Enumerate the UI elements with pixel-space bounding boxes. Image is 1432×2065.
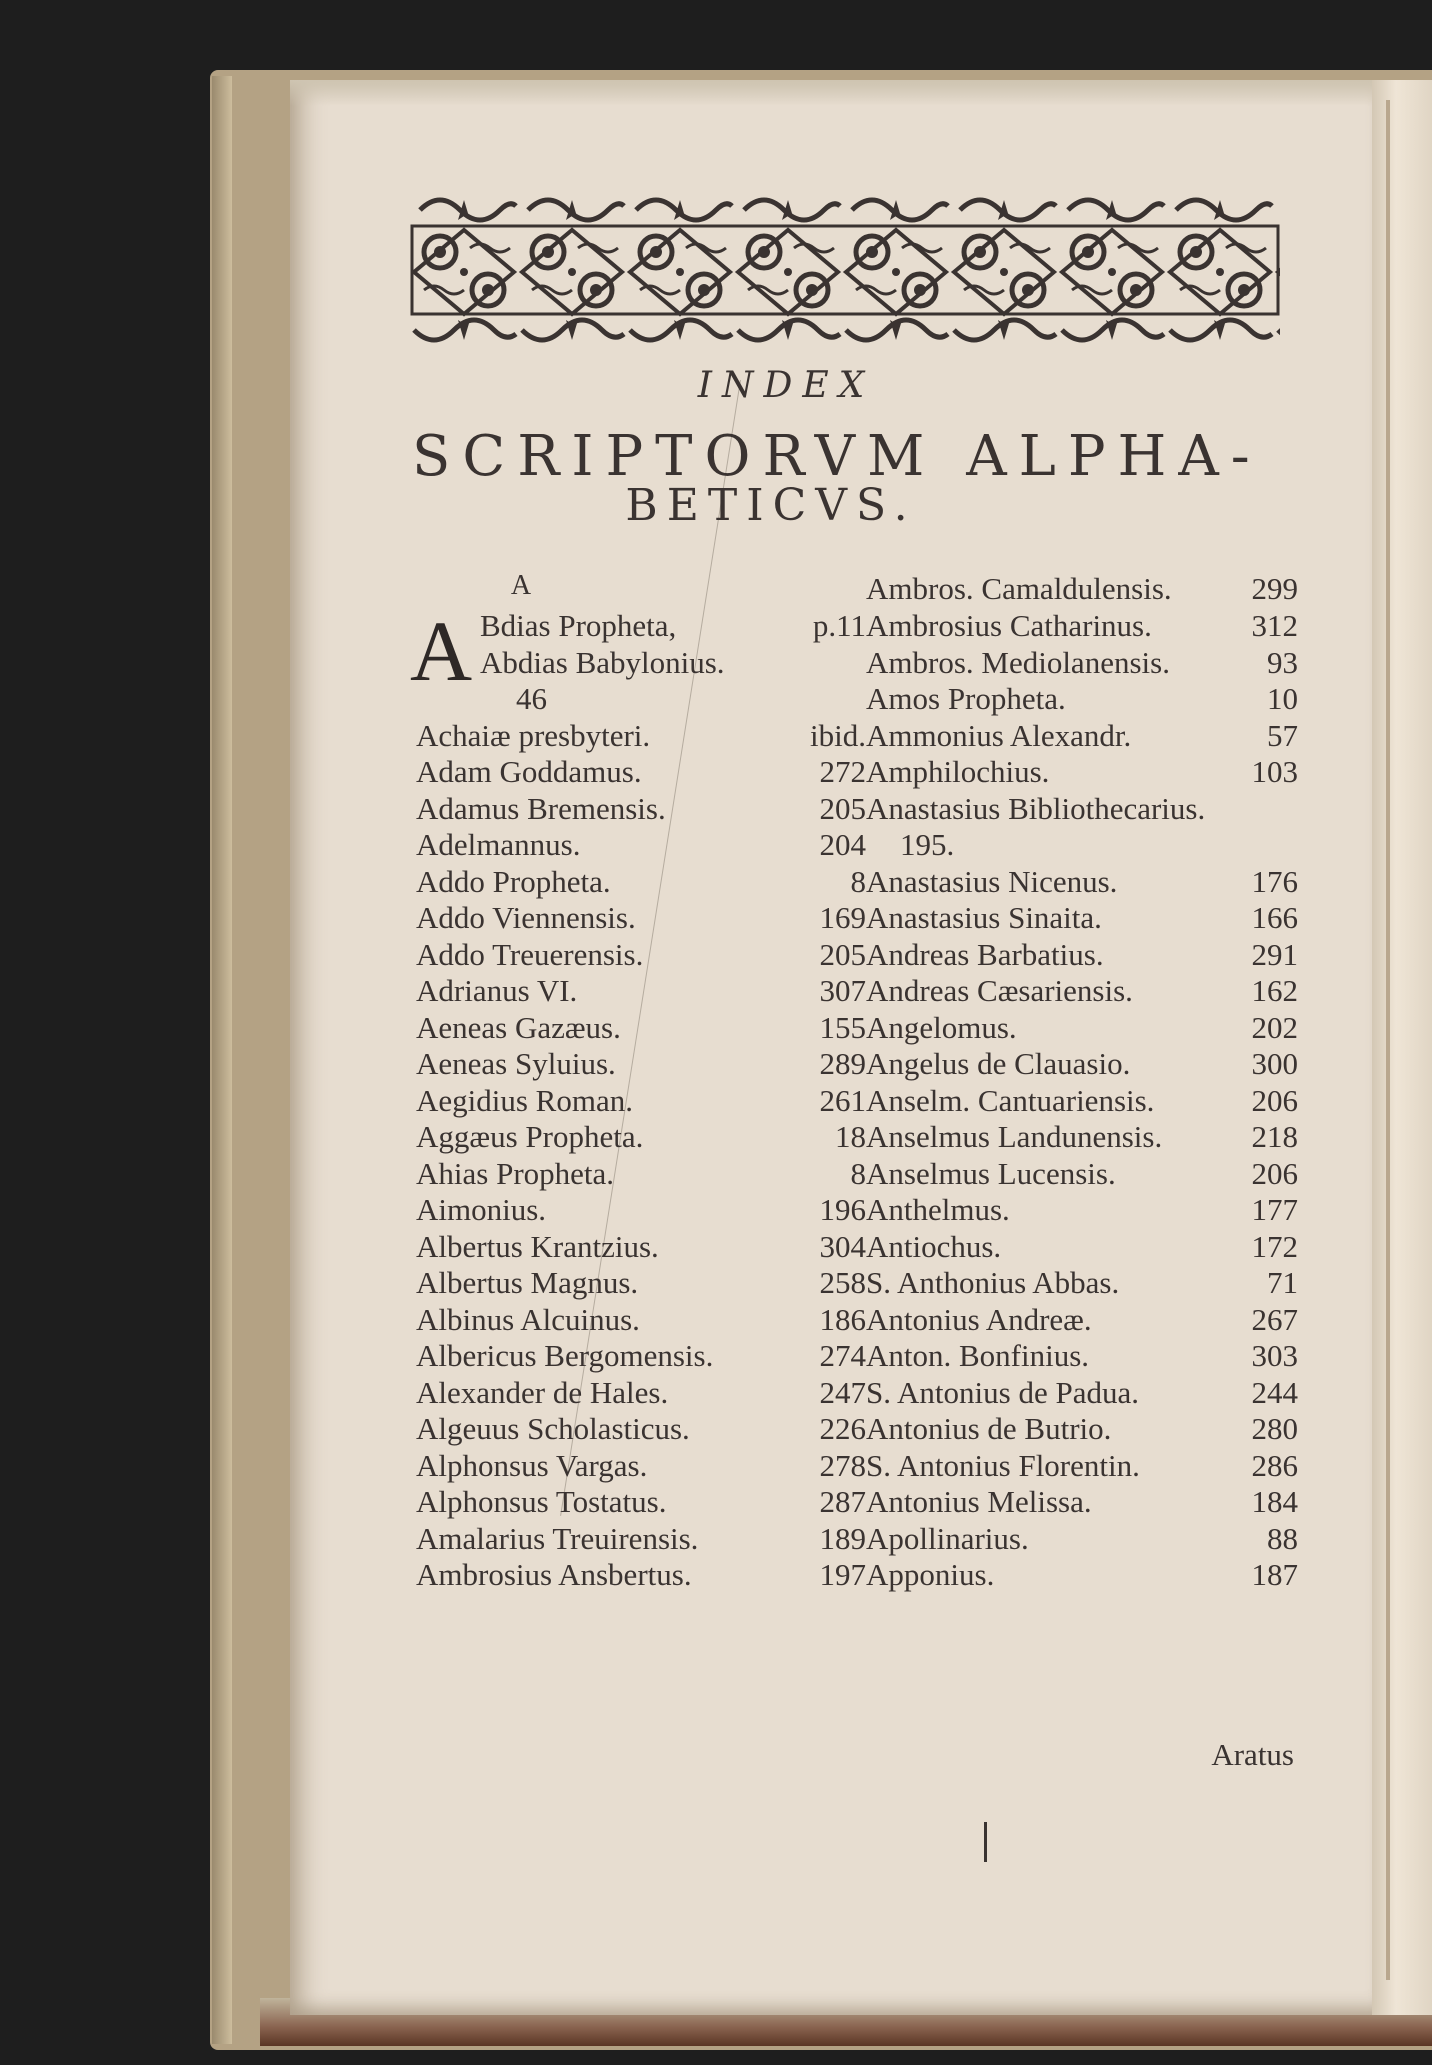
index-entry	[416, 645, 866, 682]
index-entry	[866, 1229, 1298, 1266]
entry-page: 18	[835, 1119, 866, 1154]
entry-name: Amalarius Treuirensis.	[416, 1520, 699, 1556]
entry-page: 189	[819, 1520, 866, 1556]
index-entry	[866, 973, 1298, 1010]
entry-name: S. Antonius Florentin.	[866, 1447, 1140, 1483]
entry-name: Addo Treuerensis.	[416, 936, 644, 972]
index-entry	[866, 570, 1298, 608]
entry-name: Achaiæ presbyteri.	[416, 717, 651, 753]
entry-name: Anselmus Landunensis.	[866, 1119, 1163, 1154]
entry-name: Aggæus Propheta.	[416, 1119, 644, 1154]
index-entry	[866, 1046, 1298, 1083]
entry-page: 299	[1251, 571, 1298, 606]
entry-name: Antonius Andreæ.	[866, 1301, 1092, 1337]
entry-name: Adrianus VI.	[416, 973, 578, 1008]
index-entry	[416, 1083, 866, 1120]
entry-name: Alphonsus Vargas.	[416, 1447, 648, 1483]
entry-page: 8	[850, 1155, 866, 1191]
entry-page: 71	[1267, 1265, 1298, 1300]
entry-name: Andreas Cæsariensis.	[866, 973, 1133, 1008]
entry-page: 202	[1251, 1009, 1298, 1045]
index-entry	[866, 1484, 1298, 1521]
entry-name: Bdias Propheta,	[480, 608, 677, 643]
entry-name: Ambros. Camaldulensis.	[866, 571, 1172, 606]
catchword: Aratus	[1211, 1737, 1294, 1772]
index-entry	[866, 791, 1298, 828]
entry-name: Alphonsus Tostatus.	[416, 1484, 667, 1519]
entry-page: 258	[819, 1265, 866, 1300]
entry-page: 172	[1251, 1228, 1298, 1264]
entry-page: 93	[1267, 644, 1298, 680]
index-entry	[416, 1119, 866, 1156]
entry-name: Ambrosius Ansbertus.	[416, 1557, 692, 1592]
entry-page: 186	[819, 1301, 866, 1337]
entry-name: 195.	[900, 827, 955, 862]
entry-name: Albertus Magnus.	[416, 1265, 639, 1300]
entry-name: Aeneas Syluius.	[416, 1046, 616, 1081]
entry-page: 226	[819, 1411, 866, 1446]
entry-name: Angelus de Clauasio.	[866, 1046, 1131, 1081]
index-entry	[416, 1521, 866, 1558]
decorative-headpiece	[410, 190, 1280, 350]
entry-name: S. Antonius de Padua.	[866, 1374, 1139, 1410]
entry-page: 274	[819, 1338, 866, 1373]
entry-page: 206	[1251, 1082, 1298, 1118]
section-letter: A	[510, 570, 532, 601]
index-entry	[416, 1557, 866, 1594]
entry-page: 247	[819, 1374, 866, 1410]
index-entry	[866, 937, 1298, 974]
index-entry	[866, 827, 1298, 864]
entry-name: Amos Propheta.	[866, 681, 1066, 716]
entry-name: Angelomus.	[866, 1009, 1017, 1045]
index-entry	[416, 1010, 866, 1047]
entry-page: 267	[1251, 1301, 1298, 1337]
entry-page: 280	[1251, 1411, 1298, 1446]
index-entry	[866, 681, 1298, 718]
signature-mark	[984, 1822, 987, 1862]
entry-page: 204	[819, 827, 866, 862]
index-entry	[416, 937, 866, 974]
index-entry	[416, 1156, 866, 1193]
index-heading: INDEX	[697, 365, 875, 406]
entry-name: Anastasius Sinaita.	[866, 900, 1102, 935]
index-entry	[416, 718, 866, 755]
index-entry	[866, 1010, 1298, 1047]
entry-name: Antonius Melissa.	[866, 1484, 1092, 1519]
index-entry	[866, 864, 1298, 901]
index-entry	[416, 864, 866, 901]
entry-page: ibid.	[810, 717, 866, 753]
entry-name: Andreas Barbatius.	[866, 936, 1104, 972]
entry-name: Ammonius Alexandr.	[866, 717, 1132, 753]
entry-name: Antonius de Butrio.	[866, 1411, 1112, 1446]
entry-name: Ambros. Mediolanensis.	[866, 644, 1170, 680]
title-line-1: SCRIPTORVM ALPHA-	[412, 424, 1262, 489]
index-entry	[866, 1083, 1298, 1120]
index-entry	[416, 1411, 866, 1448]
entry-page: 176	[1251, 863, 1298, 899]
index-entry	[416, 1046, 866, 1083]
entry-name: Ambrosius Catharinus.	[866, 608, 1152, 643]
index-entry	[866, 1375, 1298, 1412]
entry-name: Abdias Babylonius.	[480, 644, 725, 680]
left-index-column	[416, 570, 866, 1594]
index-entry	[416, 973, 866, 1010]
entry-name: Aegidius Roman.	[416, 1082, 633, 1118]
index-entry	[866, 1411, 1298, 1448]
entry-page: 196	[819, 1192, 866, 1227]
entry-name: Ahias Propheta.	[416, 1155, 615, 1191]
entry-page: 261	[819, 1082, 866, 1118]
entry-name: Albericus Bergomensis.	[416, 1338, 714, 1373]
right-index-column	[866, 570, 1298, 1594]
entry-page: 307	[819, 973, 866, 1008]
page-top-shade	[290, 80, 1380, 106]
index-entry	[416, 1265, 866, 1302]
entry-page: 162	[1251, 973, 1298, 1008]
index-entry	[866, 1557, 1298, 1594]
index-entry	[416, 681, 866, 718]
index-entry	[416, 754, 866, 791]
entry-page: 304	[819, 1228, 866, 1264]
title-line-2: BETICVS.	[625, 480, 917, 531]
entry-page: 205	[819, 936, 866, 972]
entry-page: 10	[1267, 681, 1298, 716]
entry-page: 206	[1251, 1155, 1298, 1191]
entry-name: Anselm. Cantuariensis.	[866, 1082, 1155, 1118]
index-entry	[416, 1192, 866, 1229]
entry-name: Addo Propheta.	[416, 863, 611, 899]
entry-page: 278	[819, 1447, 866, 1483]
entry-name: S. Anthonius Abbas.	[866, 1265, 1120, 1300]
index-entry	[866, 608, 1298, 645]
entry-name: Anastasius Bibliothecarius.	[866, 790, 1206, 826]
drop-capital: A	[410, 603, 473, 699]
entry-page: p.11	[812, 608, 866, 643]
index-entry	[866, 1192, 1298, 1229]
entry-name: Albertus Krantzius.	[416, 1228, 659, 1264]
index-entry	[866, 754, 1298, 791]
entry-page: 155	[819, 1009, 866, 1045]
entry-page: 197	[819, 1557, 866, 1592]
entry-page: 177	[1251, 1192, 1298, 1227]
entry-page: 289	[819, 1046, 866, 1081]
entry-page: 166	[1251, 900, 1298, 935]
index-entry	[866, 1302, 1298, 1339]
index-entry	[416, 791, 866, 828]
index-entry	[866, 718, 1298, 755]
index-entry	[416, 1229, 866, 1266]
entry-name: Anthelmus.	[866, 1192, 1010, 1227]
entry-page: 312	[1251, 608, 1298, 643]
entry-name: Algeuus Scholasticus.	[416, 1411, 690, 1446]
index-entry	[416, 827, 866, 864]
index-entry	[866, 1265, 1298, 1302]
index-entry	[416, 1338, 866, 1375]
index-entry	[416, 608, 866, 645]
entry-name: Alexander de Hales.	[416, 1374, 669, 1410]
entry-page: 286	[1251, 1447, 1298, 1483]
entry-page: 205	[819, 790, 866, 826]
entry-name: Aimonius.	[416, 1192, 547, 1227]
index-entry	[866, 1521, 1298, 1558]
index-entry	[416, 1375, 866, 1412]
entry-name: Antiochus.	[866, 1228, 1002, 1264]
entry-name: Addo Viennensis.	[416, 900, 636, 935]
entry-page: 303	[1251, 1338, 1298, 1373]
index-entry	[416, 900, 866, 937]
entry-name: Adamus Bremensis.	[416, 790, 666, 826]
entry-page: 57	[1267, 717, 1298, 753]
entry-name: Apponius.	[866, 1557, 995, 1592]
index-entry	[416, 1484, 866, 1521]
index-entry	[416, 1448, 866, 1485]
index-entry	[866, 900, 1298, 937]
index-entry	[866, 1448, 1298, 1485]
entry-name: Adelmannus.	[416, 827, 581, 862]
entry-page: 287	[819, 1484, 866, 1519]
entry-name: 46	[516, 681, 547, 716]
entry-name: Anselmus Lucensis.	[866, 1155, 1116, 1191]
index-entry	[866, 1338, 1298, 1375]
entry-name: Aeneas Gazæus.	[416, 1009, 621, 1045]
entry-page: 88	[1267, 1520, 1298, 1556]
entry-page: 272	[819, 754, 866, 789]
entry-name: Anastasius Nicenus.	[866, 863, 1118, 899]
entry-name: Apollinarius.	[866, 1520, 1029, 1556]
index-entry	[866, 1156, 1298, 1193]
entry-page: 8	[850, 863, 866, 899]
entry-page: 244	[1251, 1374, 1298, 1410]
entry-page: 291	[1251, 936, 1298, 972]
index-entry	[866, 1119, 1298, 1156]
entry-name: Adam Goddamus.	[416, 754, 642, 789]
index-entry	[416, 1302, 866, 1339]
entry-page: 300	[1251, 1046, 1298, 1081]
entry-page: 103	[1251, 754, 1298, 789]
entry-name: Anton. Bonfinius.	[866, 1338, 1090, 1373]
entry-page: 187	[1251, 1557, 1298, 1592]
entry-name: Albinus Alcuinus.	[416, 1301, 640, 1337]
entry-page: 184	[1251, 1484, 1298, 1519]
entry-name: Amphilochius.	[866, 754, 1050, 789]
entry-page: 218	[1251, 1119, 1298, 1154]
index-entry	[866, 645, 1298, 682]
entry-page: 169	[819, 900, 866, 935]
